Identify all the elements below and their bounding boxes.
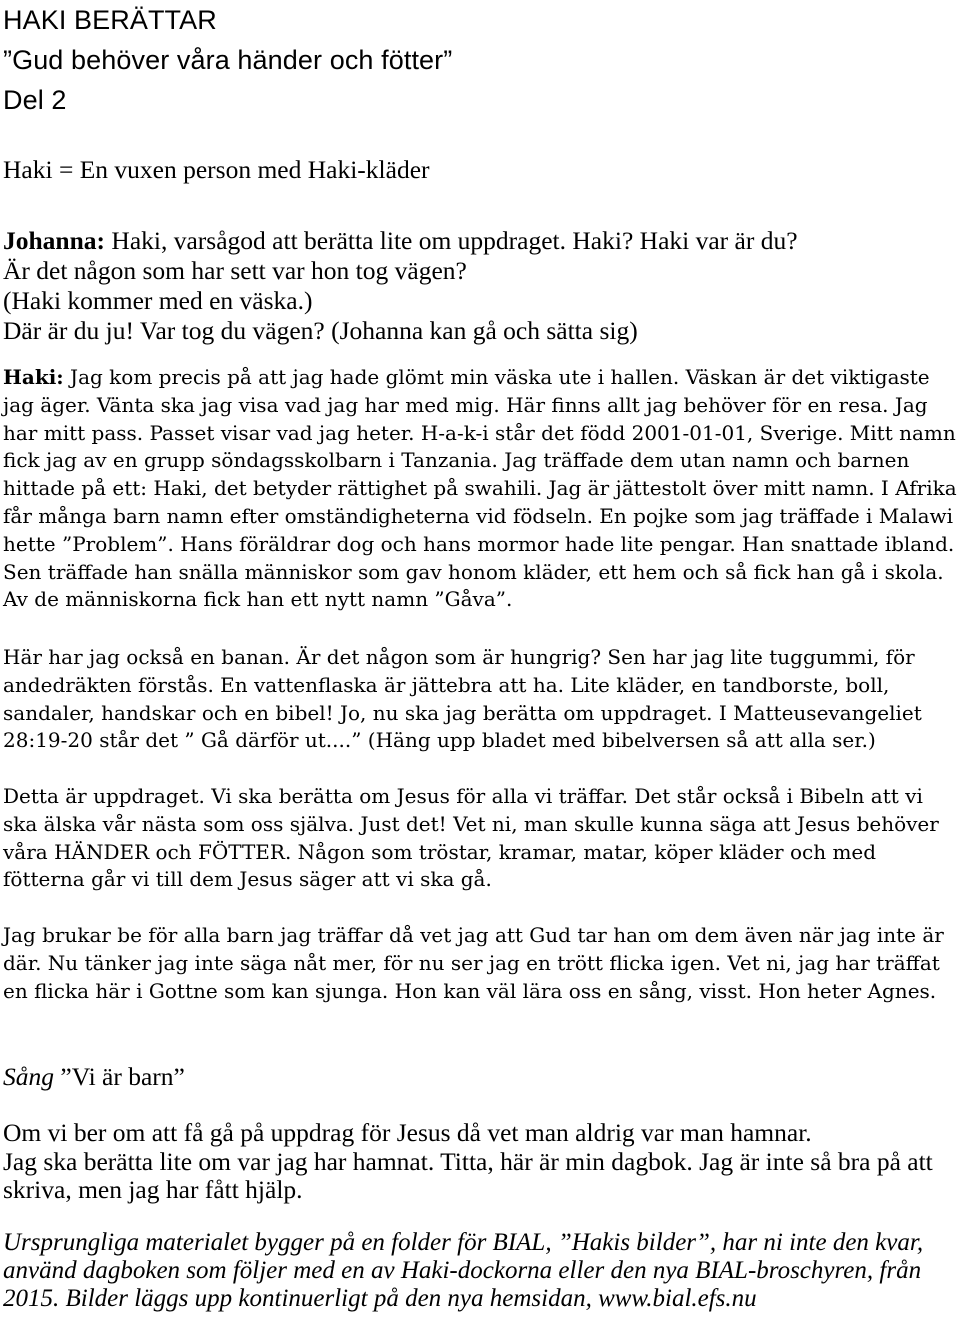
song-line xyxy=(3,1062,185,1092)
haki-paragraph-1: Jag kom precis på att jag hade glömt min väska ute i hallen. Väskan är det viktigaste jag äger. Vänta ska jag visa vad jag har med mig. Här finns allt jag behöver för en resa. Jag har mitt pass. Passet visar vad jag heter. H-a-k-i står det född 2001-01-01, Sverige. Mitt namn fick jag av en grupp söndagsskolbarn i Tanzania. Jag träffade dem utan namn och barnen hittade på ett: Haki, det betyder rättighet på swahili. Jag är jättestolt över mitt namn. I Afrika får många barn namn efter omständigheterna vid födseln. En pojke som jag träffade i Malawi hette ”Problem”. Hans föräldrar dog och hans mormor hade lite pengar. Han snattade ibland. Sen träffade han snälla människor som gav honom kläder, ett hem och så fick han gå i skola. Av de människorna fick han ett nytt namn ”Gåva”. xyxy=(3,365,957,612)
closing-section xyxy=(3,1118,958,1204)
johanna-section xyxy=(3,226,958,346)
haki-paragraph-3: Detta är uppdraget. Vi ska berätta om Jesus för alla vi träffar. Det står också i Bibeln att vi ska älska vår nästa som oss själva. Just det! Vet ni, man skulle kunna säga att Jesus behöver våra HÄNDER och FÖTTER. Någon som tröstar, kramar, matar, köper kläder och med fötterna går vi till dem Jesus säger att vi ska gå. xyxy=(3,784,939,892)
header-title: HAKI BERÄTTAR xyxy=(3,5,217,35)
document-page xyxy=(3,0,958,1312)
song-title: ”Vi är barn” xyxy=(54,1062,185,1091)
haki-paragraph-2: Här har jag också en banan. Är det någon som är hungrig? Sen har jag lite tuggummi, för andedräkten förstås. En vattenflaska är jättebra att ha. Lite kläder, en tandborste, boll, sandaler, handskar och en bibel! Jo, nu ska jag berätta om uppdraget. I Matteusevangeliet 28:19-20 står det ” Gå därför ut....” (Häng upp bladet med bibelversen så att alla ser.) xyxy=(3,645,922,753)
johanna-line-2: Är det någon som har sett var hon tog vägen? xyxy=(3,256,467,285)
closing-paragraph-2: Jag ska berätta lite om var jag har hamnat. Titta, här är min dagbok. Jag är inte så bra på att skriva, men jag har fått hjälp. xyxy=(3,1147,933,1204)
song-label: Sång xyxy=(3,1062,54,1091)
document-header xyxy=(3,0,958,120)
haki-section xyxy=(3,364,958,614)
speaker-haki: Haki: xyxy=(3,365,64,389)
footer-note: Ursprungliga materialet bygger på en folder för BIAL, ”Hakis bilder”, har ni inte den kvar, använd dagboken som följer med en av Haki-dockorna eller den nya BIAL-broschyren, från 2015. Bilder läggs upp kontinuerligt på den nya hemsidan, www.bial.efs.nu xyxy=(3,1229,924,1312)
speaker-johanna: Johanna: xyxy=(3,226,106,255)
johanna-line-4: Där är du ju! Var tog du vägen? (Johanna kan gå och sätta sig) xyxy=(3,316,638,345)
closing-line-1: Om vi ber om att få gå på uppdrag för Jesus då vet man aldrig var man hamnar. xyxy=(3,1118,812,1147)
johanna-line-1: Haki, varsågod att berätta lite om uppdraget. Haki? Haki var är du? xyxy=(105,226,798,255)
header-part: Del 2 xyxy=(3,85,67,115)
haki-paragraph-4: Jag brukar be för alla barn jag träffar då vet jag att Gud tar han om dem även när jag inte är där. Nu tänker jag inte säga nåt mer, för nu ser jag en trött flicka igen. Vet ni, jag har träffat en flicka här i Gottne som kan sjunga. Hon kan väl lära oss en sång, visst. Hon heter Agnes. xyxy=(3,923,944,1003)
johanna-line-3: (Haki kommer med en väska.) xyxy=(3,286,313,315)
header-subtitle: ”Gud behöver våra händer och fötter” xyxy=(3,45,453,75)
definition-line: Haki = En vuxen person med Haki-kläder xyxy=(3,155,430,184)
